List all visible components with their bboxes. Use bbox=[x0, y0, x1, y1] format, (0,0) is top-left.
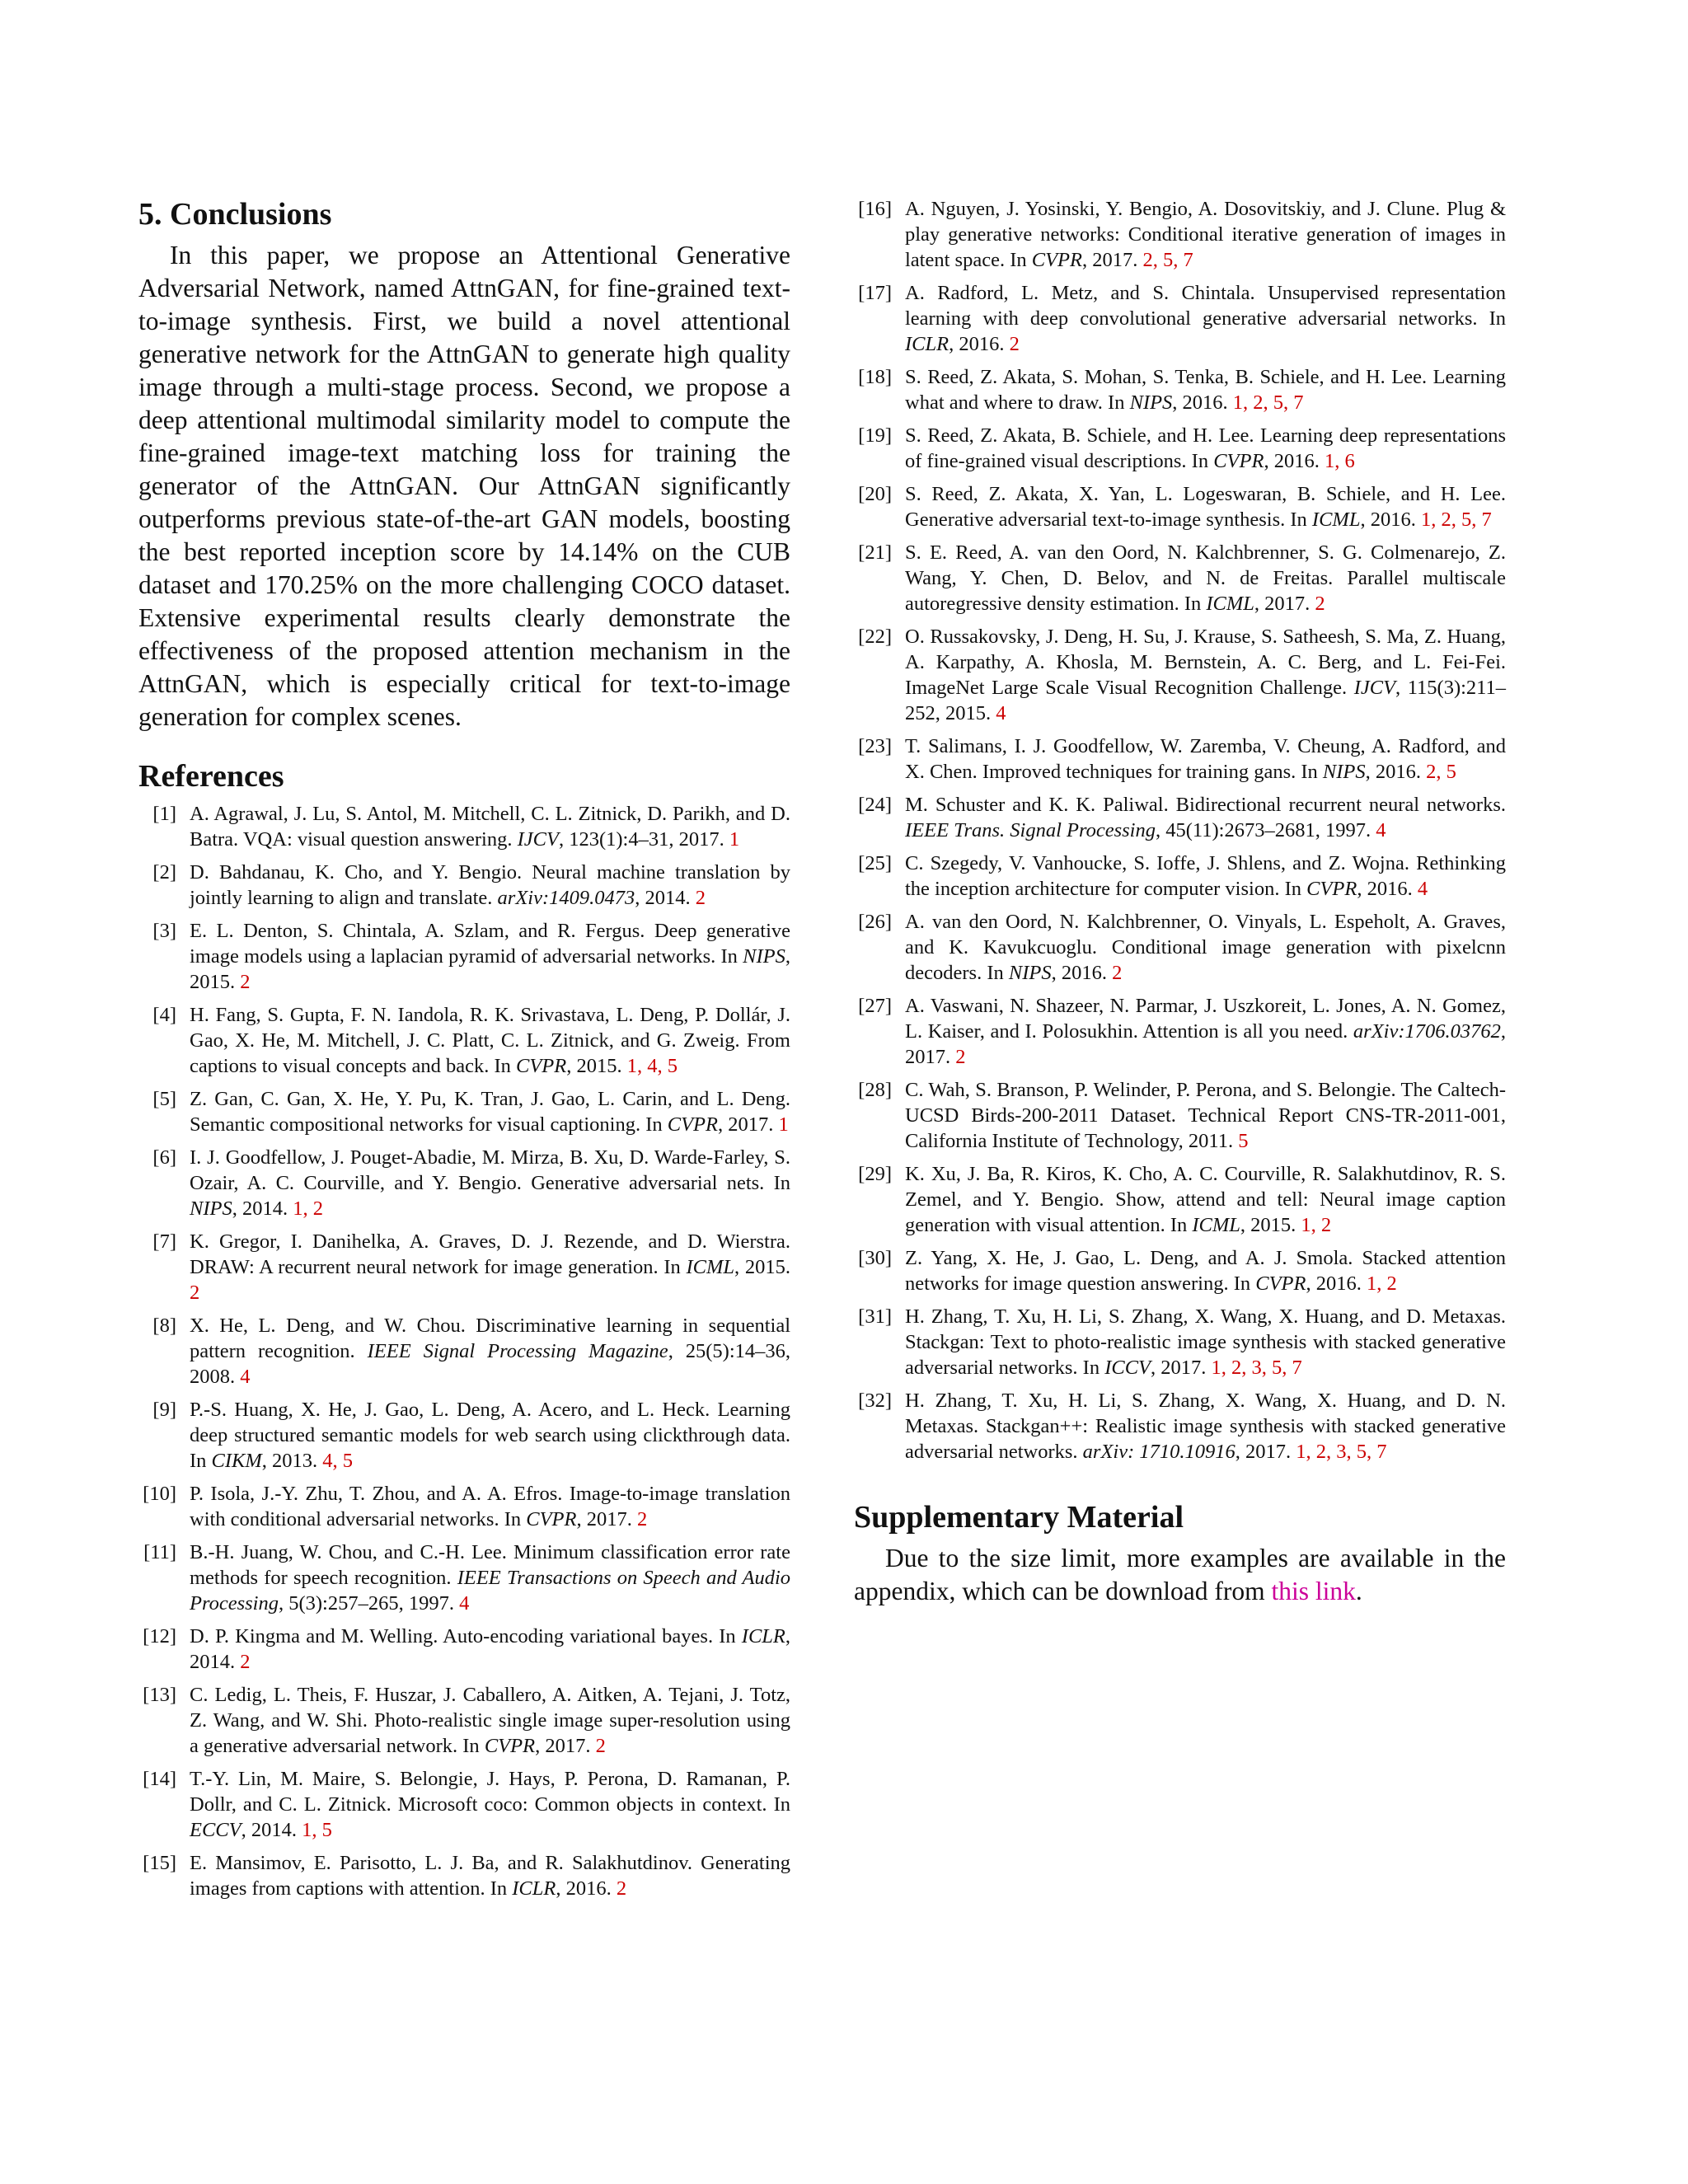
reference-item bbox=[138, 801, 790, 852]
reference-number: [12] bbox=[143, 1625, 176, 1647]
reference-authors-title: P. Isola, J.-Y. Zhu, T. Zhou, and A. A. Efros. Image-to-image translation with conditional adversarial networks. In bbox=[190, 1483, 790, 1530]
reference-backlinks[interactable]: 1, 2, 3, 5, 7 bbox=[1296, 1441, 1387, 1463]
reference-number: [15] bbox=[143, 1852, 176, 1874]
reference-details: , 2016. bbox=[1051, 962, 1113, 984]
reference-number: [6] bbox=[152, 1146, 176, 1169]
reference-details: , 115(3):211–252, 2015. bbox=[905, 677, 1506, 724]
reference-item bbox=[854, 1161, 1506, 1238]
reference-authors-title: D. Bahdanau, K. Cho, and Y. Bengio. Neural machine translation by jointly learning to align and translate. bbox=[190, 861, 790, 909]
reference-text bbox=[905, 364, 1506, 415]
reference-number: [10] bbox=[143, 1483, 176, 1505]
reference-details: , 2014. bbox=[241, 1819, 302, 1841]
reference-venue: CVPR bbox=[1031, 249, 1082, 271]
reference-text bbox=[190, 1086, 790, 1137]
reference-details: , 2017. bbox=[535, 1735, 596, 1757]
reference-venue: CVPR bbox=[526, 1508, 577, 1530]
reference-text bbox=[190, 1313, 790, 1390]
reference-backlinks[interactable]: 2, 5 bbox=[1426, 761, 1456, 783]
reference-number: [5] bbox=[152, 1088, 176, 1110]
references-heading: References bbox=[138, 759, 284, 794]
reference-details: , 2016. bbox=[949, 333, 1010, 355]
reference-text bbox=[190, 1229, 790, 1305]
reference-authors-title: C. Wah, S. Branson, P. Welinder, P. Perona, and S. Belongie. The Caltech-UCSD Birds-200-2011 Dataset. Technical Report CNS-TR-2011-001, California Institute of Technology, 2011. bbox=[905, 1079, 1506, 1152]
reference-authors-title: A. Agrawal, J. Lu, S. Antol, M. Mitchell, C. L. Zitnick, D. Parikh, and D. Batra. VQA: visual question answering. bbox=[190, 803, 790, 851]
reference-item bbox=[138, 1481, 790, 1532]
reference-backlinks[interactable]: 2 bbox=[190, 1282, 200, 1304]
right-column bbox=[854, 196, 1506, 1608]
reference-number: [25] bbox=[858, 852, 892, 874]
reference-item bbox=[138, 1397, 790, 1474]
reference-venue: ICML bbox=[686, 1256, 735, 1278]
reference-text bbox=[905, 1077, 1506, 1154]
reference-number: [8] bbox=[152, 1315, 176, 1337]
reference-number: [14] bbox=[143, 1768, 176, 1790]
reference-number: [4] bbox=[152, 1004, 176, 1026]
reference-item bbox=[854, 733, 1506, 785]
reference-item bbox=[854, 196, 1506, 273]
reference-number: [30] bbox=[858, 1247, 892, 1269]
reference-backlinks[interactable]: 1 bbox=[729, 828, 740, 851]
reference-venue: CVPR bbox=[1255, 1272, 1306, 1295]
reference-backlinks[interactable]: 4 bbox=[459, 1592, 470, 1615]
reference-item bbox=[138, 1766, 790, 1843]
reference-item bbox=[854, 481, 1506, 532]
reference-text bbox=[190, 1682, 790, 1759]
reference-details: , 2016. bbox=[1306, 1272, 1367, 1295]
reference-authors-title: K. Xu, J. Ba, R. Kiros, K. Cho, A. C. Courville, R. Salakhutdinov, R. S. Zemel, and Y. Bengio. Show, attend and tell: Neural image caption generation with visual attention. In bbox=[905, 1163, 1506, 1236]
reference-item bbox=[138, 1682, 790, 1759]
reference-item bbox=[854, 1077, 1506, 1154]
reference-number: [24] bbox=[858, 794, 892, 816]
reference-text bbox=[190, 1540, 790, 1616]
reference-backlinks[interactable]: 1, 2 bbox=[293, 1197, 323, 1220]
supplementary-paragraph bbox=[854, 1542, 1506, 1608]
reference-text bbox=[905, 909, 1506, 986]
reference-backlinks[interactable]: 2 bbox=[1112, 962, 1123, 984]
reference-venue: NIPS bbox=[1008, 962, 1052, 984]
reference-authors-title: D. P. Kingma and M. Welling. Auto-encoding variational bayes. In bbox=[190, 1625, 742, 1647]
reference-details: , 5(3):257–265, 1997. bbox=[278, 1592, 460, 1615]
reference-text bbox=[905, 1304, 1506, 1380]
reference-venue: ECCV bbox=[190, 1819, 241, 1841]
reference-venue: arXiv: 1710.10916 bbox=[1082, 1441, 1236, 1463]
reference-item bbox=[138, 1229, 790, 1305]
reference-details: , 2016. bbox=[1264, 450, 1325, 472]
reference-authors-title: X. He, L. Deng, and W. Chou. Discriminative learning in sequential pattern recognition. bbox=[190, 1315, 790, 1362]
reference-venue: ICLR bbox=[741, 1625, 785, 1647]
reference-details: , 25(5):14–36, 2008. bbox=[190, 1340, 790, 1388]
reference-item bbox=[854, 993, 1506, 1070]
reference-details: , 2017. bbox=[1151, 1357, 1212, 1379]
reference-number: [23] bbox=[858, 735, 892, 757]
reference-number: [16] bbox=[858, 198, 892, 220]
reference-venue: CVPR bbox=[1306, 878, 1357, 900]
reference-authors-title: C. Szegedy, V. Vanhoucke, S. Ioffe, J. Shlens, and Z. Wojna. Rethinking the inception architecture for computer vision. In bbox=[905, 852, 1506, 900]
reference-backlinks[interactable]: 1, 2, 5, 7 bbox=[1420, 509, 1492, 531]
reference-item bbox=[854, 792, 1506, 843]
reference-backlinks[interactable]: 2 bbox=[1315, 593, 1325, 615]
reference-backlinks[interactable]: 2 bbox=[595, 1735, 606, 1757]
reference-number: [18] bbox=[858, 366, 892, 388]
reference-authors-title: I. J. Goodfellow, J. Pouget-Abadie, M. Mirza, B. Xu, D. Warde-Farley, S. Ozair, A. C. Courville, and Y. Bengio. Generative adversarial nets. In bbox=[190, 1146, 790, 1194]
reference-details: , 123(1):4–31, 2017. bbox=[558, 828, 729, 851]
reference-venue: IJCV bbox=[1353, 677, 1396, 699]
reference-backlinks[interactable]: 1, 4, 5 bbox=[626, 1055, 678, 1077]
reference-backlinks[interactable]: 4, 5 bbox=[322, 1450, 354, 1472]
references-section bbox=[138, 758, 790, 1901]
reference-text bbox=[905, 1245, 1506, 1296]
reference-item bbox=[854, 280, 1506, 357]
reference-venue: ICML bbox=[1206, 593, 1254, 615]
reference-text bbox=[190, 860, 790, 911]
reference-venue: IEEE Signal Processing Magazine bbox=[367, 1340, 668, 1362]
supplementary-text: Due to the size limit, more examples are available in the appendix, which can be download from bbox=[854, 1544, 1506, 1605]
reference-backlinks[interactable]: 2 bbox=[636, 1508, 648, 1530]
reference-backlinks[interactable]: 1, 6 bbox=[1324, 450, 1355, 472]
reference-authors-title: S. Reed, Z. Akata, S. Mohan, S. Tenka, B. Schiele, and H. Lee. Learning what and where to draw. In bbox=[905, 366, 1506, 414]
reference-text bbox=[905, 280, 1506, 357]
reference-text bbox=[905, 993, 1506, 1070]
reference-backlinks[interactable]: 2 bbox=[240, 1651, 251, 1673]
reference-venue: CVPR bbox=[515, 1055, 567, 1077]
reference-authors-title: T.-Y. Lin, M. Maire, S. Belongie, J. Hays, P. Perona, D. Ramanan, P. Dollr, and C. L. Zitnick. Microsoft coco: Common objects in context. In bbox=[190, 1768, 790, 1816]
reference-text bbox=[190, 1481, 790, 1532]
reference-number: [11] bbox=[143, 1541, 176, 1563]
reference-details: , 2017. bbox=[1254, 593, 1315, 615]
reference-item bbox=[854, 540, 1506, 616]
reference-item bbox=[138, 1145, 790, 1221]
reference-authors-title: Z. Yang, X. He, J. Gao, L. Deng, and A. J. Smola. Stacked attention networks for image question answering. In bbox=[905, 1247, 1506, 1295]
reference-item bbox=[138, 1624, 790, 1675]
reference-item bbox=[854, 909, 1506, 986]
reference-number: [32] bbox=[858, 1390, 892, 1412]
reference-details: , 2015. bbox=[566, 1055, 627, 1077]
reference-item bbox=[138, 1313, 790, 1390]
reference-item bbox=[854, 1304, 1506, 1380]
reference-number: [1] bbox=[152, 803, 176, 825]
reference-venue: ICCV bbox=[1104, 1357, 1151, 1379]
reference-authors-title: Z. Gan, C. Gan, X. He, Y. Pu, K. Tran, J. Gao, L. Carin, and L. Deng. Semantic compositional networks for visual captioning. In bbox=[190, 1088, 790, 1136]
reference-list-right bbox=[854, 196, 1506, 1465]
reference-text bbox=[905, 624, 1506, 726]
reference-authors-title: T. Salimans, I. J. Goodfellow, W. Zaremba, V. Cheung, A. Radford, and X. Chen. Improved techniques for training gans. In bbox=[905, 735, 1506, 783]
reference-backlinks[interactable]: 1, 2, 3, 5, 7 bbox=[1211, 1357, 1302, 1379]
reference-number: [20] bbox=[858, 483, 892, 505]
reference-text bbox=[905, 481, 1506, 532]
reference-backlinks[interactable]: 1, 5 bbox=[302, 1819, 332, 1841]
reference-backlinks[interactable]: 1, 2, 5, 7 bbox=[1232, 391, 1304, 414]
reference-text bbox=[190, 1850, 790, 1901]
reference-text bbox=[905, 733, 1506, 785]
reference-item bbox=[138, 918, 790, 995]
reference-text bbox=[190, 801, 790, 852]
reference-venue: IEEE Transactions on Speech and Audio Processing bbox=[190, 1567, 791, 1615]
reference-venue: NIPS bbox=[1322, 761, 1366, 783]
reference-authors-title: E. Mansimov, E. Parisotto, L. J. Ba, and R. Salakhutdinov. Generating images from captions with attention. In bbox=[190, 1852, 790, 1900]
reference-item bbox=[138, 1540, 790, 1616]
reference-authors-title: S. E. Reed, A. van den Oord, N. Kalchbrenner, S. G. Colmenarejo, Z. Wang, Y. Chen, D. Belov, and N. de Freitas. Parallel multiscale autoregressive density estimation. In bbox=[905, 541, 1506, 615]
reference-details: , 2014. bbox=[190, 1625, 790, 1673]
reference-details: , 45(11):2673–2681, 1997. bbox=[1155, 819, 1376, 841]
reference-venue: CIKM bbox=[211, 1450, 262, 1472]
reference-item bbox=[854, 364, 1506, 415]
reference-authors-title: A. Nguyen, J. Yosinski, Y. Bengio, A. Dosovitskiy, and J. Clune. Plug & play generative networks: Conditional iterative generation of images in latent space. In bbox=[905, 198, 1506, 271]
reference-authors-title: A. van den Oord, N. Kalchbrenner, O. Vinyals, L. Espeholt, A. Graves, and K. Kavukcuoglu. Conditional image generation with pixelcnn decoders. In bbox=[905, 911, 1506, 984]
reference-number: [22] bbox=[858, 626, 892, 648]
reference-authors-title: S. Reed, Z. Akata, X. Yan, L. Logeswaran, B. Schiele, and H. Lee. Generative adversarial text-to-image synthesis. In bbox=[905, 483, 1506, 531]
reference-details: , 2014. bbox=[232, 1197, 293, 1220]
reference-venue: IJCV bbox=[517, 828, 559, 851]
reference-number: [19] bbox=[858, 424, 892, 447]
reference-venue: NIPS bbox=[743, 945, 785, 968]
reference-authors-title: H. Zhang, T. Xu, H. Li, S. Zhang, X. Wang, X. Huang, and D. Metaxas. Stackgan: Text to photo-realistic image synthesis with stacked generative adversarial networks. In bbox=[905, 1305, 1506, 1379]
reference-number: [2] bbox=[152, 861, 176, 883]
reference-number: [17] bbox=[858, 282, 892, 304]
reference-venue: arXiv:1706.03762 bbox=[1353, 1020, 1501, 1043]
reference-backlinks[interactable]: 4 bbox=[1417, 878, 1428, 900]
reference-venue: CVPR bbox=[484, 1735, 536, 1757]
reference-text bbox=[190, 1624, 790, 1675]
reference-backlinks[interactable]: 2 bbox=[1009, 333, 1020, 355]
reference-item bbox=[138, 860, 790, 911]
reference-authors-title: E. L. Denton, S. Chintala, A. Szlam, and R. Fergus. Deep generative image models using a laplacian pyramid of adversarial networks. In bbox=[190, 920, 790, 968]
reference-authors-title: K. Gregor, I. Danihelka, A. Graves, D. J. Rezende, and D. Wierstra. DRAW: A recurrent neural network for image generation. In bbox=[190, 1230, 790, 1278]
reference-backlinks[interactable]: 2 bbox=[240, 971, 251, 993]
reference-backlinks[interactable]: 5 bbox=[1238, 1130, 1249, 1152]
reference-authors-title: H. Zhang, T. Xu, H. Li, S. Zhang, X. Wang, X. Huang, and D. N. Metaxas. Stackgan++: Realistic image synthesis with stacked generative adversarial networks. bbox=[905, 1390, 1506, 1463]
reference-text bbox=[905, 540, 1506, 616]
supplementary-text-end: . bbox=[1355, 1577, 1362, 1605]
reference-backlinks[interactable]: 1 bbox=[778, 1113, 789, 1136]
reference-details: , 2015. bbox=[190, 945, 790, 993]
reference-authors-title: A. Radford, L. Metz, and S. Chintala. Unsupervised representation learning with deep convolutional generative adversarial networks. In bbox=[905, 282, 1506, 330]
reference-authors-title: B.-H. Juang, W. Chou, and C.-H. Lee. Minimum classification error rate methods for speech recognition. bbox=[190, 1541, 790, 1589]
conclusions-paragraph: In this paper, we propose an Attentional Generative Adversarial Network, named AttnGAN, for fine-grained text-to-image synthesis. First, we build a novel attentional generative network for the AttnGAN to generate high quality image through a multi-stage process. Second, we propose a deep attentional multimodal similarity model to compute the fine-grained image-text matching loss for training the generator of the AttnGAN. Our AttnGAN significantly outperforms previous state-of-the-art GAN models, boosting the best reported inception score by 14.14% on the CUB dataset and 170.25% on the more challenging COCO dataset. Extensive experimental results clearly demonstrate the effectiveness of the proposed attention mechanism in the AttnGAN, which is especially critical for text-to-image generation for complex scenes. bbox=[138, 241, 790, 731]
reference-backlinks[interactable]: 4 bbox=[1376, 819, 1386, 841]
reference-authors-title: C. Ledig, L. Theis, F. Huszar, J. Caballero, A. Aitken, A. Tejani, J. Totz, Z. Wang, and W. Shi. Photo-realistic single image super-resolution using a generative adversarial network. In bbox=[190, 1684, 790, 1757]
reference-venue: NIPS bbox=[190, 1197, 232, 1220]
reference-venue: CVPR bbox=[1213, 450, 1264, 472]
reference-item bbox=[138, 1002, 790, 1079]
reference-details: , 2013. bbox=[261, 1450, 323, 1472]
reference-details: , 2017. bbox=[1082, 249, 1143, 271]
reference-details: , 2015. bbox=[734, 1256, 790, 1278]
supplementary-heading: Supplementary Material bbox=[854, 1500, 1184, 1535]
reference-venue: CVPR bbox=[667, 1113, 718, 1136]
reference-venue: ICLR bbox=[905, 333, 950, 355]
reference-backlinks[interactable]: 1, 2 bbox=[1301, 1214, 1332, 1236]
reference-number: [31] bbox=[858, 1305, 892, 1328]
reference-item bbox=[854, 1388, 1506, 1465]
reference-venue: arXiv:1409.0473 bbox=[497, 887, 635, 909]
reference-text bbox=[190, 1766, 790, 1843]
reference-number: [21] bbox=[858, 541, 892, 564]
reference-details: , 2016. bbox=[1365, 761, 1427, 783]
reference-venue: NIPS bbox=[1129, 391, 1173, 414]
reference-backlinks[interactable]: 1, 2 bbox=[1367, 1272, 1397, 1295]
reference-text bbox=[190, 918, 790, 995]
reference-authors-title: P.-S. Huang, X. He, J. Gao, L. Deng, A. Acero, and L. Heck. Learning deep structured semantic models for web search using clickthrough data. In bbox=[190, 1399, 790, 1472]
reference-backlinks[interactable]: 2 bbox=[695, 887, 706, 909]
reference-item bbox=[854, 851, 1506, 902]
reference-text bbox=[905, 1161, 1506, 1238]
reference-backlinks[interactable]: 2 bbox=[616, 1877, 627, 1900]
reference-item bbox=[138, 1850, 790, 1901]
reference-number: [27] bbox=[858, 995, 892, 1017]
reference-venue: IEEE Trans. Signal Processing bbox=[905, 819, 1156, 841]
reference-text bbox=[190, 1397, 790, 1474]
reference-details: , 2014. bbox=[635, 887, 696, 909]
reference-details: , 2015. bbox=[1240, 1214, 1301, 1236]
appendix-link[interactable]: this link bbox=[1271, 1577, 1356, 1605]
conclusions-section bbox=[138, 196, 790, 733]
reference-details: , 2016. bbox=[1360, 509, 1421, 531]
reference-backlinks[interactable]: 4 bbox=[996, 702, 1006, 724]
reference-item bbox=[854, 1245, 1506, 1296]
reference-venue: ICML bbox=[1192, 1214, 1240, 1236]
reference-number: [28] bbox=[858, 1079, 892, 1101]
reference-list-left bbox=[138, 801, 790, 1901]
reference-authors-title: A. Vaswani, N. Shazeer, N. Parmar, J. Uszkoreit, L. Jones, A. N. Gomez, L. Kaiser, and I. Polosukhin. Attention is all you need. bbox=[905, 995, 1506, 1043]
reference-item bbox=[854, 624, 1506, 726]
left-column bbox=[138, 196, 790, 1909]
reference-details: , 2017. bbox=[717, 1113, 779, 1136]
reference-text bbox=[905, 792, 1506, 843]
reference-number: [26] bbox=[858, 911, 892, 933]
reference-number: [13] bbox=[143, 1684, 176, 1706]
reference-authors-title: H. Fang, S. Gupta, F. N. Iandola, R. K. Srivastava, L. Deng, P. Dollár, J. Gao, X. He, M. Mitchell, J. C. Platt, C. L. Zitnick, and G. Zweig. From captions to visual concepts and back. In bbox=[190, 1004, 790, 1077]
reference-number: [29] bbox=[858, 1163, 892, 1185]
reference-text bbox=[905, 196, 1506, 273]
reference-backlinks[interactable]: 4 bbox=[240, 1366, 251, 1388]
supplementary-section bbox=[854, 1499, 1506, 1608]
reference-item bbox=[138, 1086, 790, 1137]
reference-item bbox=[854, 423, 1506, 474]
reference-backlinks[interactable]: 2, 5, 7 bbox=[1142, 249, 1193, 271]
reference-text bbox=[905, 851, 1506, 902]
reference-authors-title: M. Schuster and K. K. Paliwal. Bidirectional recurrent neural networks. bbox=[905, 794, 1506, 816]
reference-text bbox=[190, 1145, 790, 1221]
reference-authors-title: O. Russakovsky, J. Deng, H. Su, J. Krause, S. Satheesh, S. Ma, Z. Huang, A. Karpathy, A. Khosla, M. Bernstein, A. C. Berg, and L. Fei-Fei. ImageNet Large Scale Visual Recognition Challenge. bbox=[905, 626, 1506, 699]
reference-details: , 2017. bbox=[1235, 1441, 1296, 1463]
reference-number: [3] bbox=[152, 920, 176, 942]
reference-details: , 2016. bbox=[1172, 391, 1233, 414]
reference-number: [7] bbox=[152, 1230, 176, 1253]
reference-details: , 2016. bbox=[556, 1877, 617, 1900]
reference-backlinks[interactable]: 2 bbox=[955, 1046, 966, 1068]
reference-text bbox=[905, 1388, 1506, 1465]
reference-venue: ICLR bbox=[512, 1877, 556, 1900]
reference-number: [9] bbox=[152, 1399, 176, 1421]
reference-details: , 2017. bbox=[905, 1020, 1506, 1068]
reference-venue: ICML bbox=[1311, 509, 1361, 531]
reference-details: , 2016. bbox=[1357, 878, 1418, 900]
conclusions-heading: 5. Conclusions bbox=[138, 197, 332, 232]
reference-details: , 2017. bbox=[576, 1508, 637, 1530]
reference-text bbox=[905, 423, 1506, 474]
reference-text bbox=[190, 1002, 790, 1079]
reference-authors-title: S. Reed, Z. Akata, B. Schiele, and H. Lee. Learning deep representations of fine-grained visual descriptions. In bbox=[905, 424, 1506, 472]
